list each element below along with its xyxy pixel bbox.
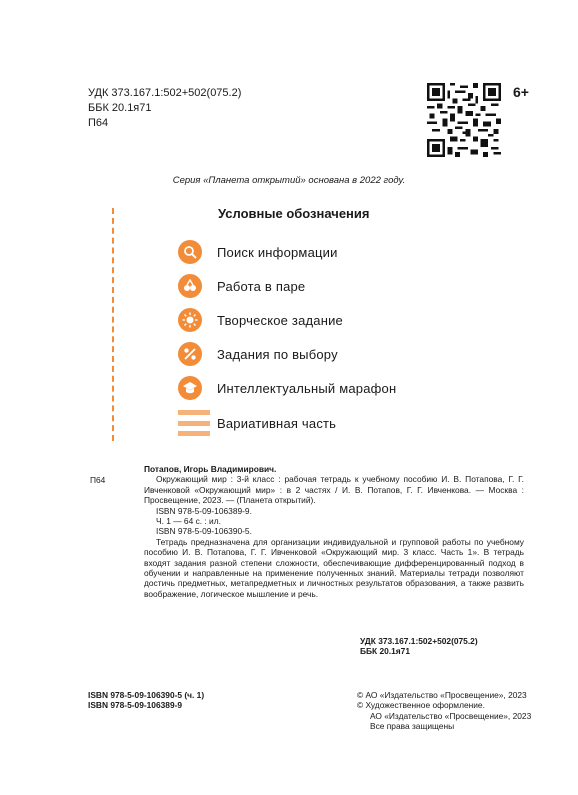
legend-label: Поиск информации: [217, 244, 338, 260]
legend-item-marathon: [178, 375, 396, 401]
legend-label: Работа в паре: [217, 278, 306, 294]
card-bbk: ББК 20.1я71: [360, 646, 410, 657]
legend-title: Условные обозначения: [218, 206, 370, 221]
card-annotation: Тетрадь предназначена для организации индивидуальной и групповой работы по учебному пособию И. В. Потапова, Г. Г. Ивченковой «Окружающий мир. 3 класс. Часть 1». В тетрадь входят задания разной степени сложности, обеспечивающие дифференцированный подход в обучении и направленные на применение полученных знаний. Материалы тетради позволяют достичь предметных, метапредметных и личностных результатов образования, а также развить воображение, логическое мышление и речь.: [144, 536, 524, 599]
stripes-icon: [178, 410, 210, 436]
copyright-line-1: © АО «Издательство «Просвещение», 2023: [357, 690, 527, 700]
legend-item-pair: [178, 273, 305, 299]
legend-divider: [112, 208, 114, 441]
legend-item-search: [178, 239, 338, 265]
author-mark: П64: [88, 117, 109, 129]
card-codes: [360, 636, 478, 657]
series-note: Серия «Планета открытий» основана в 2022 году.: [172, 175, 406, 186]
percent-icon: [178, 342, 202, 366]
card-author: Потапов, Игорь Владимирович.: [144, 464, 277, 474]
legend-label: Интеллектуальный марафон: [217, 380, 397, 396]
card-isbn-2: ISBN 978-5-09-106390-5.: [156, 526, 252, 537]
legend-label: Вариативная часть: [217, 415, 337, 431]
pair-icon: [178, 274, 202, 298]
footer-copyright: [357, 690, 531, 732]
udk-code: УДК 373.167.1:502+502(075.2): [88, 87, 242, 99]
legend-label: Творческое задание: [217, 312, 343, 328]
legend-item-choice: [178, 341, 338, 367]
isbn-total: ISBN 978-5-09-106389-9: [88, 700, 183, 711]
sun-icon: [178, 308, 202, 332]
card-isbn-1: ISBN 978-5-09-106389-9.: [156, 505, 252, 516]
age-rating: 6+: [513, 84, 529, 100]
footer-isbn: [88, 690, 204, 711]
qr-code-icon[interactable]: [427, 82, 501, 158]
legend-item-variative: [178, 410, 336, 436]
copyright-line-3: АО «Издательство «Просвещение», 2023: [370, 710, 532, 721]
card-title-line: Окружающий мир : 3-й класс : рабочая тетрадь к учебному пособию И. В. Потапова, Г. Г. Ивченковой «Окружающий мир» : в 2 частях / И. В. Потапов, Г. Г. Ивченкова. — Москва : Просвещение, 2023. — (Планета открытий).: [144, 474, 524, 506]
classification-codes: [88, 86, 241, 131]
rights-line: Все права защищены: [370, 721, 455, 732]
isbn-part: ISBN 978-5-09-106390-5 (ч. 1): [88, 690, 205, 700]
catalog-card: [144, 464, 524, 599]
bbk-code: ББК 20.1я71: [88, 102, 152, 114]
card-code: П64: [90, 475, 106, 485]
copyright-line-2: © Художественное оформление.: [357, 700, 485, 711]
card-part: Ч. 1 — 64 с. : ил.: [156, 516, 221, 527]
legend-label: Задания по выбору: [217, 346, 338, 362]
legend-item-creative: [178, 307, 343, 333]
graduation-cap-icon: [178, 376, 202, 400]
card-udk: УДК 373.167.1:502+502(075.2): [360, 636, 478, 646]
magnifier-icon: [178, 240, 202, 264]
